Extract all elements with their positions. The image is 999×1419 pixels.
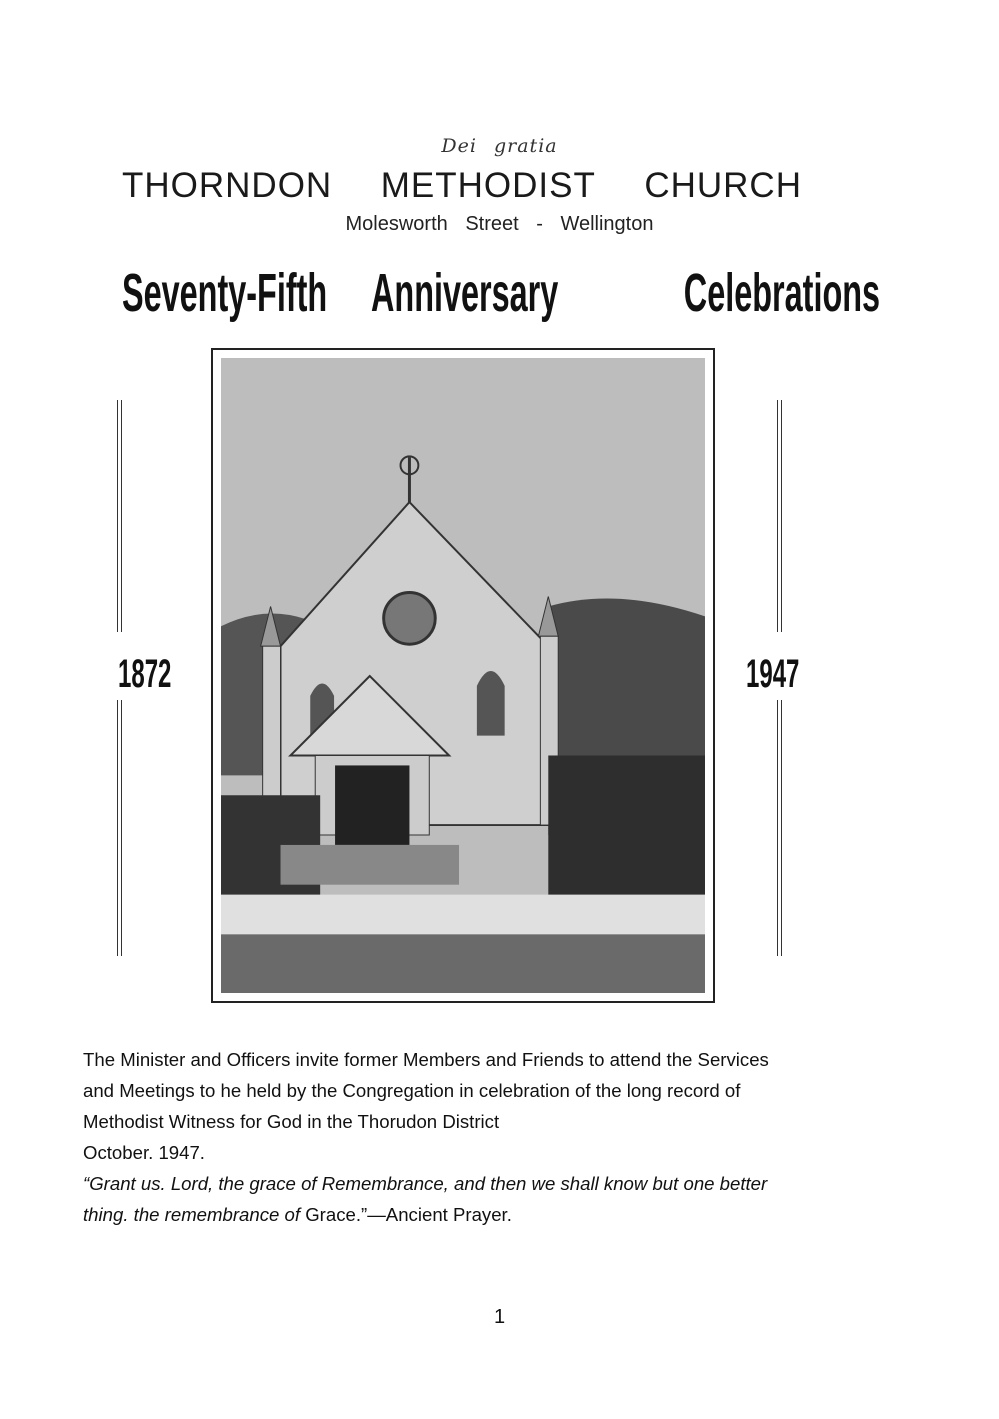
divider-line [117, 700, 122, 956]
text-line: Methodist Witness for God in the Thorudon District [83, 1111, 500, 1132]
church-photo [211, 348, 715, 1003]
church-name [122, 166, 802, 206]
quote-line [83, 1168, 769, 1199]
divider-line [777, 400, 782, 632]
text-line: and Meetings to he held by the Congregation in celebration of the long record of [83, 1080, 741, 1101]
invitation-text [83, 1044, 769, 1230]
title-word: Anniversary [371, 263, 559, 323]
church-word: THORNDON [122, 166, 333, 205]
start-year: 1872 [118, 652, 172, 696]
text-line: The Minister and Officers invite former Members and Friends to attend the Services [83, 1049, 769, 1070]
quote-text: thing. the remembrance of [83, 1204, 306, 1225]
end-year: 1947 [746, 652, 800, 696]
quote-line [83, 1199, 769, 1230]
quote-attribution: Grace.”—Ancient Prayer. [305, 1204, 512, 1225]
quote-text: “Grant us. Lord, the grace of Remembrance, and then we shall know but one better [83, 1173, 768, 1194]
divider-line [777, 700, 782, 956]
location: Molesworth Street - Wellington [345, 213, 654, 235]
church-word: CHURCH [644, 166, 802, 205]
title-word: Celebrations [683, 263, 881, 323]
title-word: Seventy-Fifth [122, 263, 328, 323]
celebration-title [122, 262, 881, 324]
divider-line [117, 400, 122, 632]
page-number: 1 [493, 1306, 506, 1328]
date-line: October. 1947. [83, 1142, 205, 1163]
motto: Dei gratia [441, 135, 558, 157]
church-word: METHODIST [380, 166, 596, 205]
